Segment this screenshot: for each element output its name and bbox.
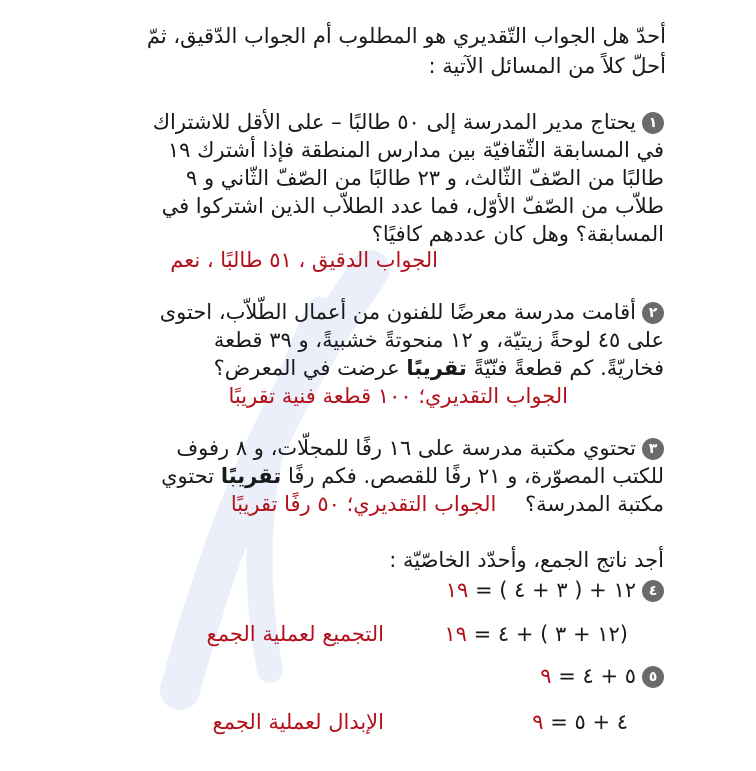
problem-1-line-3: طالبًا من الصّفّ الثّالث، و ٢٣ طالبًا من الصّفّ الثّاني و ٩ [186,166,664,190]
problem-3-answer: الجواب التقديري؛ ٥٠ رفًا تقريبًا [230,492,497,516]
problem-5-step-expression: ٤ + ٥ = [550,710,628,734]
problem-2-line-3 [0,354,664,382]
problem-2-bold-word: تقريبًا [406,356,467,380]
problem-4-step-result: ١٩ [444,622,467,646]
problem-5-number: ٥ [642,666,664,688]
problem-4-result: ١٩ [445,578,469,602]
problem-1-line-5: المسابقة؟ وهل كان عددهم كافيًا؟ [371,222,664,246]
problem-5-step [532,708,628,736]
problem-3-text-2b: تحتوي [161,464,215,488]
problem-2-text-1: أقامت مدرسة معرضًا للفنون من أعمال الطّلاّب، احتوى [159,300,636,324]
problem-2-number: ٢ [642,302,664,324]
problem-4-number: ٤ [642,580,664,602]
problem-5-equation [540,662,664,690]
section-2-heading: أجد ناتج الجمع، وأحدّد الخاصّيّة : [389,548,664,572]
problem-1-answer: الجواب الدقيق ، ٥١ طالبًا ، نعم [170,248,438,272]
problem-2-text-3a: فخاريّةً. كم قطعةً فنّيّةً [473,356,664,380]
problem-4-equation [446,576,664,604]
problem-3-number: ٣ [642,438,664,460]
problem-3-line-1 [0,434,664,462]
problem-4-step [444,620,628,648]
problem-2-line-1 [0,298,664,326]
problem-1-line-1 [0,108,664,136]
problem-5-step-result: ٩ [532,710,544,734]
problem-4-expression: ١٢ + ( ٣ + ٤ ) = [474,578,636,602]
problem-4-property: التجميع لعملية الجمع [206,622,384,646]
problem-1-line-4: طلاّب من الصّفّ الأوّل، فما عدد الطلاّب الذين اشتركوا في [161,194,664,218]
problem-1-line-2: في المسابقة الثّقافيّة بين مدارس المنطقة فإذا أشترك ١٩ [167,138,664,162]
problem-3-bold-word: تقريبًا [220,464,282,488]
problem-1-text-1: يحتاج مدير المدرسة إلى ٥٠ طالبًا – على الأقل للاشتراك [152,110,636,134]
problem-5-result: ٩ [540,664,552,688]
intro-line-2: أحلّ كلاً من المسائل الآتية : [428,54,666,78]
problem-3-line-3 [0,490,664,518]
problem-3-text-2a: للكتب المصوّرة، و ٢١ رفًا للقصص. فكم رفًا [287,464,664,488]
problem-2-answer: الجواب التقديري؛ ١٠٠ قطعة فنية تقريبًا [228,384,568,408]
problem-2-line-2: على ٤٥ لوحةً زيتيّة، و ١٢ منحوتةً خشبيةً، و ٣٩ قطعة [213,328,664,352]
problem-5-property: الإبدال لعملية الجمع [212,710,384,734]
problem-4-step-expression: (١٢ + ٣ ) + ٤ = [473,622,628,646]
problem-3-line-2 [0,462,664,490]
problem-5-expression: ٥ + ٤ = [558,664,636,688]
problem-3-text-1: تحتوي مكتبة مدرسة على ١٦ رفًا للمجلّات، و ٨ رفوف [176,436,636,460]
problem-3-text-3: مكتبة المدرسة؟ [525,492,664,516]
intro-line-1: أحدّ هل الجواب التّقديري هو المطلوب أم الجواب الدّقيق، ثمّ [146,24,666,48]
problem-1-number: ١ [642,112,664,134]
problem-2-text-3b: عرضت في المعرض؟ [213,356,400,380]
